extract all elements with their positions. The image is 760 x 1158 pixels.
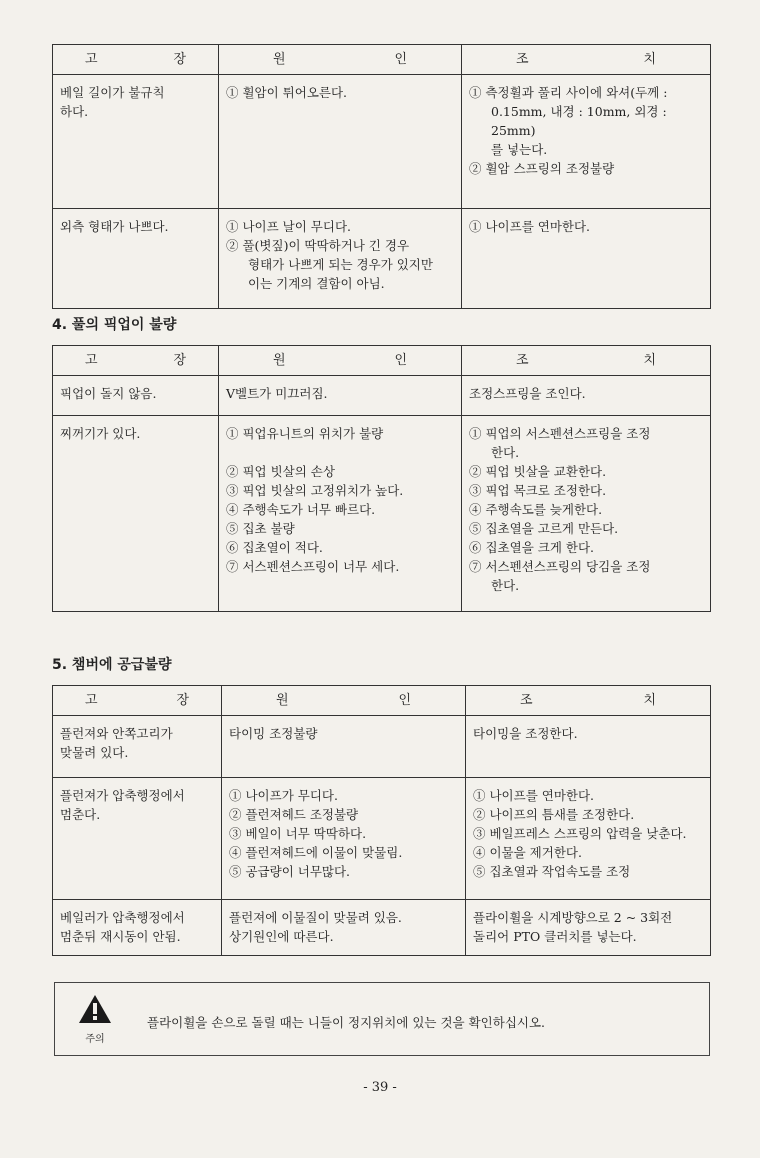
action-cell: ① 픽업의 서스펜션스프링을 조정 한다. ② 픽업 빗살을 교환한다. ③ 픽업 목크로 조정한다. ④ 주행속도를 늦게한다. ⑤ 집초열을 고르게 만든다. ⑥ 집초열을 크게 한다. ⑦ 서스펜션스프링의 당김을 조정 한다. [462, 416, 711, 612]
cause-cell: ① 픽업유니트의 위치가 불량 ② 픽업 빗살의 손상 ③ 픽업 빗살의 고정위치가 높다. ④ 주행속도가 너무 빠르다. ⑤ 집초 불량 ⑥ 집초열이 적다. ⑦ 서스펜션스프링이 너무 세다. [219, 416, 462, 612]
table-header-row [53, 45, 711, 75]
fault-cell: 베일러가 압축행정에서 멈춘뒤 재시동이 안됨. [53, 900, 222, 956]
action-cell: ① 측정휠과 풀리 사이에 와셔(두께 : 0.15mm, 내경 : 10mm, 외경 : 25mm) 를 넣는다. ② 휠암 스프링의 조정불량 [462, 75, 711, 209]
caution-message: 플라이휠을 손으로 돌릴 때는 니들이 정지위치에 있는 것을 확인하십시오. [147, 1015, 546, 1030]
table-row [53, 209, 711, 309]
cause-cell: ① 나이프가 무디다. ② 플런져헤드 조정불량 ③ 베일이 너무 딱딱하다. ④ 플런져헤드에 이물이 맞물림. ⑤ 공급량이 너무많다. [222, 778, 466, 900]
cause-cell: V벨트가 미끄러짐. [219, 376, 462, 416]
cause-cell: ① 휠암이 튀어오른다. [219, 75, 462, 209]
table-header-row [53, 686, 711, 716]
action-cell: 조정스프링을 조인다. [462, 376, 711, 416]
action-cell: ① 나이프를 연마한다. ② 나이프의 틈새를 조정한다. ③ 베일프레스 스프링의 압력을 낮춘다. ④ 이물을 제거한다. ⑤ 집초열과 작업속도를 조정 [466, 778, 711, 900]
fault-cell: 찌꺼기가 있다. [53, 416, 219, 612]
cause-cell: ① 나이프 날이 무디다. ② 풀(볏짚)이 딱딱하거나 긴 경우 형태가 나쁘게 되는 경우가 있지만 이는 기계의 결함이 아님. [219, 209, 462, 309]
fault-cell: 외측 형태가 나쁘다. [53, 209, 219, 309]
troubleshooting-table-1 [52, 44, 711, 309]
header-action: 조 치 [462, 45, 711, 75]
caution-box [54, 982, 710, 1056]
section-title-chamber: 5. 챔버에 공급불량 [52, 657, 172, 673]
table-row [53, 900, 711, 956]
action-cell: 타이밍을 조정한다. [466, 716, 711, 778]
troubleshooting-table-2 [52, 345, 711, 612]
section-title-pickup: 4. 풀의 픽업이 불량 [52, 317, 177, 333]
table-row [53, 416, 711, 612]
troubleshooting-table-3 [52, 685, 711, 956]
fault-cell: 베일 길이가 불규칙 하다. [53, 75, 219, 209]
header-action: 조 치 [462, 346, 711, 376]
warning-triangle-icon [77, 993, 113, 1025]
header-fault: 고 장 [53, 346, 219, 376]
header-fault: 고 장 [53, 45, 219, 75]
table-row [53, 376, 711, 416]
action-cell: 플라이휠을 시계방향으로 2 ~ 3회전 돌리어 PTO 클러치를 넣는다. [466, 900, 711, 956]
table-header-row [53, 346, 711, 376]
page-number: - 39 - [363, 1080, 397, 1095]
header-cause: 원 인 [219, 45, 462, 75]
caution-label: 주의 [85, 1034, 105, 1045]
header-fault: 고 장 [53, 686, 222, 716]
header-cause: 원 인 [219, 346, 462, 376]
fault-cell: 플런져가 압축행정에서 멈춘다. [53, 778, 222, 900]
fault-cell: 픽업이 돌지 않음. [53, 376, 219, 416]
table-row [53, 716, 711, 778]
header-cause: 원 인 [222, 686, 466, 716]
cause-cell: 타이밍 조정불량 [222, 716, 466, 778]
caution-icon-group [77, 993, 113, 1045]
action-cell: ① 나이프를 연마한다. [462, 209, 711, 309]
cause-cell: 플런져에 이물질이 맞물려 있음. 상기원인에 따른다. [222, 900, 466, 956]
table-row [53, 75, 711, 209]
fault-cell: 플런져와 안쪽고리가 맞물려 있다. [53, 716, 222, 778]
table-row [53, 778, 711, 900]
header-action: 조 치 [466, 686, 711, 716]
